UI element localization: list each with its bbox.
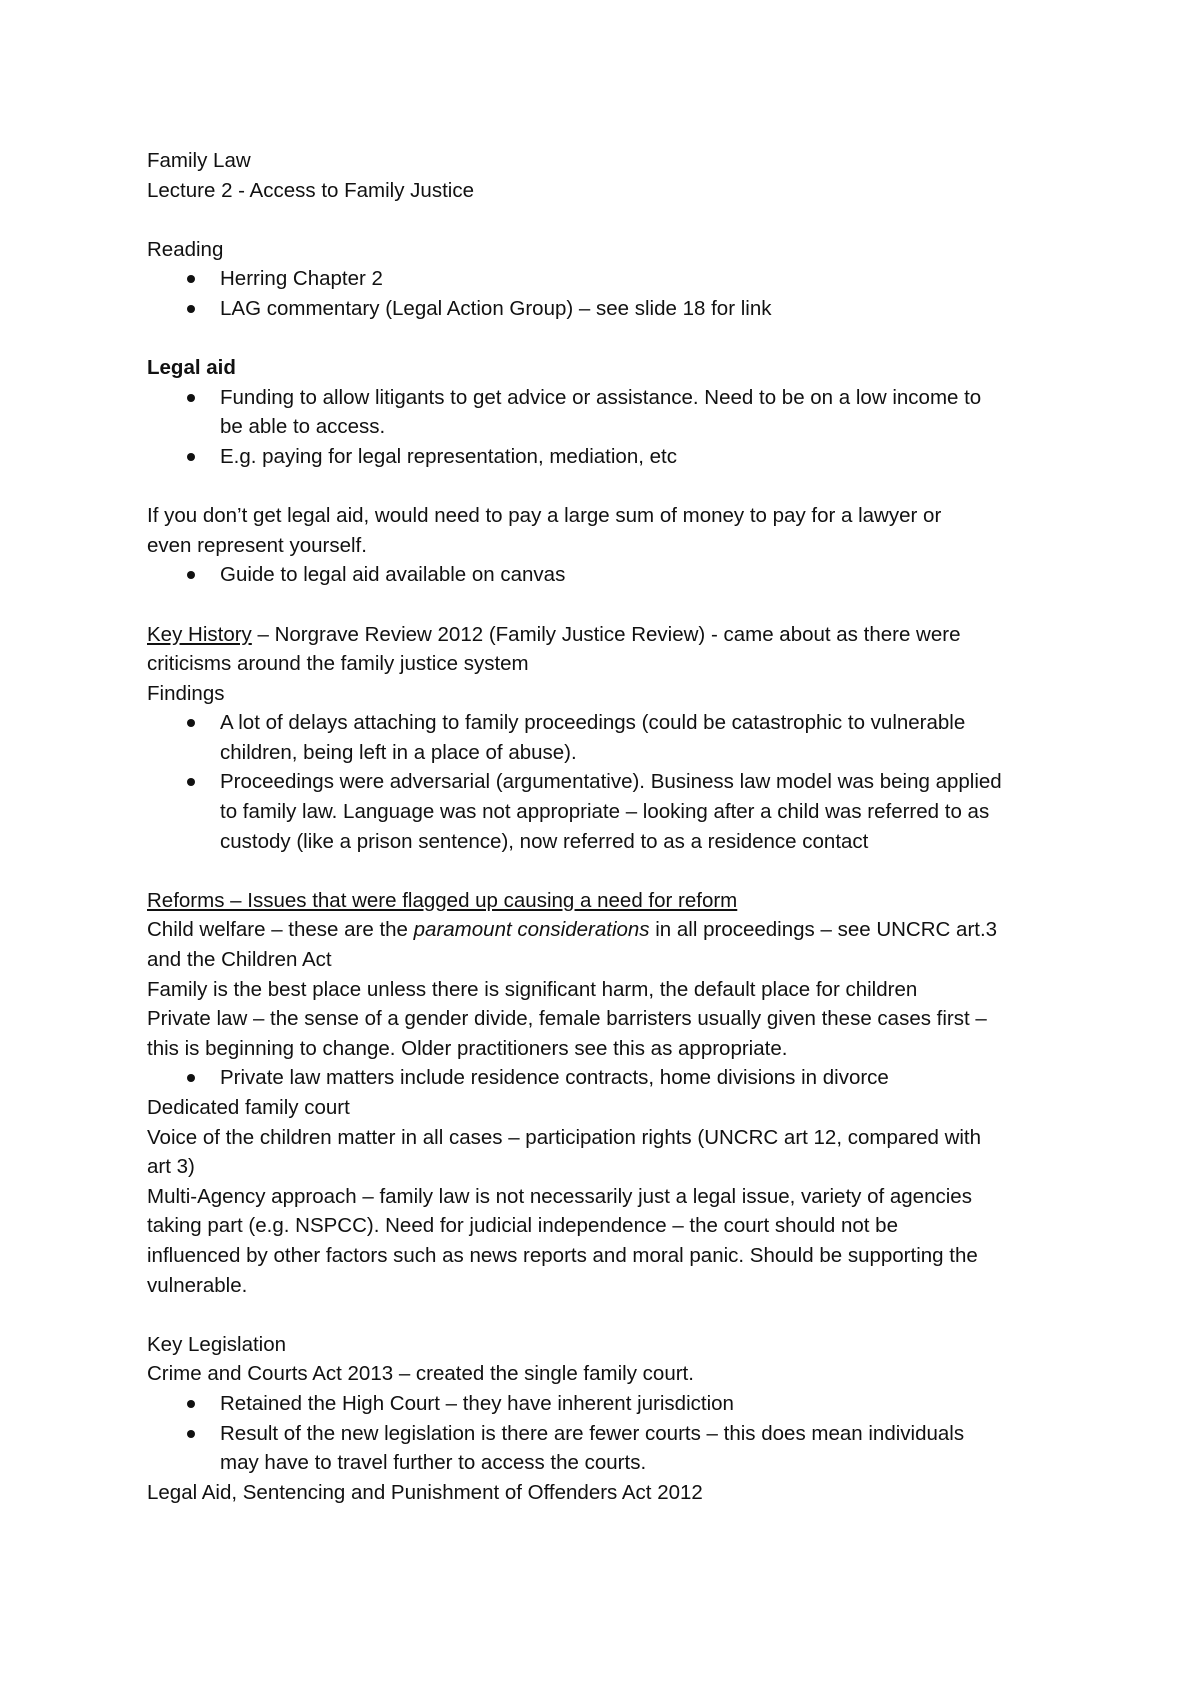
bullet-icon xyxy=(187,778,195,786)
list-item xyxy=(147,1389,1067,1419)
list-item-text: LAG commentary (Legal Action Group) – see slide 18 for link xyxy=(220,296,772,320)
paragraph-line: Family is the best place unless there is significant harm, the default place for children xyxy=(147,977,918,1001)
paragraph-line: and the Children Act xyxy=(147,948,332,972)
legal-aid-list xyxy=(147,383,1067,472)
legislation-heading: Key Legislation xyxy=(147,1332,287,1356)
list-item xyxy=(147,294,1067,324)
list-item-text: be able to access. xyxy=(220,415,386,439)
list-item-continuation xyxy=(147,797,1067,827)
legal-aid-heading: Legal aid xyxy=(147,356,236,380)
list-item xyxy=(147,442,1067,472)
list-item xyxy=(147,264,1067,294)
paragraph-line: Voice of the children matter in all cases – participation rights (UNCRC art 12, compared with xyxy=(147,1125,982,1149)
spacer xyxy=(147,472,1067,502)
lecture-title: Lecture 2 - Access to Family Justice xyxy=(147,178,474,202)
paragraph-line: influenced by other factors such as news reports and moral panic. Should be supporting the xyxy=(147,1243,978,1267)
list-item xyxy=(147,767,1067,797)
bullet-icon xyxy=(187,571,195,579)
welfare-text: Child welfare – these are the xyxy=(147,918,414,942)
spacer xyxy=(147,1300,1067,1330)
bullet-icon xyxy=(187,1074,195,1082)
list-item-text: Private law matters include residence contracts, home divisions in divorce xyxy=(220,1066,889,1090)
bullet-icon xyxy=(187,453,195,461)
list-item-text: Funding to allow litigants to get advice or assistance. Need to be on a low income to xyxy=(220,385,982,409)
bullet-icon xyxy=(187,275,195,283)
document-page xyxy=(147,146,1067,1507)
findings-list xyxy=(147,708,1067,856)
paragraph-line: Legal Aid, Sentencing and Punishment of Offenders Act 2012 xyxy=(147,1480,703,1504)
bullet-icon xyxy=(187,719,195,727)
private-law-list xyxy=(147,1063,1067,1093)
reading-heading: Reading xyxy=(147,237,224,261)
paragraph-line: taking part (e.g. NSPCC). Need for judicial independence – the court should not be xyxy=(147,1214,898,1238)
list-item xyxy=(147,1063,1067,1093)
list-item-continuation xyxy=(147,827,1067,857)
legislation-list xyxy=(147,1389,1067,1478)
list-item xyxy=(147,1419,1067,1449)
course-title: Family Law xyxy=(147,149,251,172)
welfare-emphasis: paramount considerations xyxy=(413,918,650,942)
list-item-text: Herring Chapter 2 xyxy=(220,267,383,291)
bullet-icon xyxy=(187,1430,195,1438)
spacer xyxy=(147,324,1067,354)
reading-list xyxy=(147,264,1067,323)
reforms-heading: Reforms – Issues that were flagged up causing a need for reform xyxy=(147,888,738,912)
spacer xyxy=(147,590,1067,620)
list-item xyxy=(147,383,1067,413)
list-item-text: custody (like a prison sentence), now referred to as a residence contact xyxy=(220,829,869,853)
list-item-text: Result of the new legislation is there are fewer courts – this does mean individuals xyxy=(220,1421,965,1445)
list-item-text: Proceedings were adversarial (argumentative). Business law model was being applied xyxy=(220,770,1002,794)
key-history-line xyxy=(147,620,1067,650)
list-item-continuation xyxy=(147,1448,1067,1478)
list-item-text: A lot of delays attaching to family proceedings (could be catastrophic to vulnerable xyxy=(220,711,966,735)
paragraph-line: Multi-Agency approach – family law is not necessarily just a legal issue, variety of agencies xyxy=(147,1184,972,1208)
list-item-text: may have to travel further to access the courts. xyxy=(220,1451,647,1475)
paragraph-line: Dedicated family court xyxy=(147,1096,350,1119)
list-item-continuation xyxy=(147,738,1067,768)
list-item xyxy=(147,560,1067,590)
legal-aid-guide-list xyxy=(147,560,1067,590)
list-item-continuation xyxy=(147,412,1067,442)
child-welfare-line xyxy=(147,915,1067,945)
bullet-icon xyxy=(187,1400,195,1408)
list-item xyxy=(147,708,1067,738)
spacer xyxy=(147,205,1067,235)
spacer xyxy=(147,856,1067,886)
paragraph-line: even represent yourself. xyxy=(147,533,367,557)
bullet-icon xyxy=(187,305,195,313)
paragraph-line: art 3) xyxy=(147,1155,195,1179)
paragraph-line: Crime and Courts Act 2013 – created the single family court. xyxy=(147,1362,694,1386)
key-history-text: – Norgrave Review 2012 (Family Justice Review) - came about as there were xyxy=(251,622,961,646)
key-history-label: Key History xyxy=(147,622,252,646)
bullet-icon xyxy=(187,394,195,402)
paragraph-line: Private law – the sense of a gender divide, female barristers usually given these cases first – xyxy=(147,1007,987,1031)
list-item-text: Retained the High Court – they have inherent jurisdiction xyxy=(220,1391,734,1415)
findings-heading: Findings xyxy=(147,681,225,705)
list-item-text: Guide to legal aid available on canvas xyxy=(220,563,566,587)
paragraph-line: vulnerable. xyxy=(147,1273,248,1297)
list-item-text: E.g. paying for legal representation, mediation, etc xyxy=(220,444,677,468)
list-item-text: to family law. Language was not appropriate – looking after a child was referred to as xyxy=(220,800,990,824)
paragraph-line: If you don’t get legal aid, would need to pay a large sum of money to pay for a lawyer or xyxy=(147,504,942,528)
list-item-text: children, being left in a place of abuse). xyxy=(220,740,577,764)
welfare-text: in all proceedings – see UNCRC art.3 xyxy=(649,918,998,942)
paragraph-line: criticisms around the family justice system xyxy=(147,652,529,676)
paragraph-line: this is beginning to change. Older practitioners see this as appropriate. xyxy=(147,1036,788,1060)
